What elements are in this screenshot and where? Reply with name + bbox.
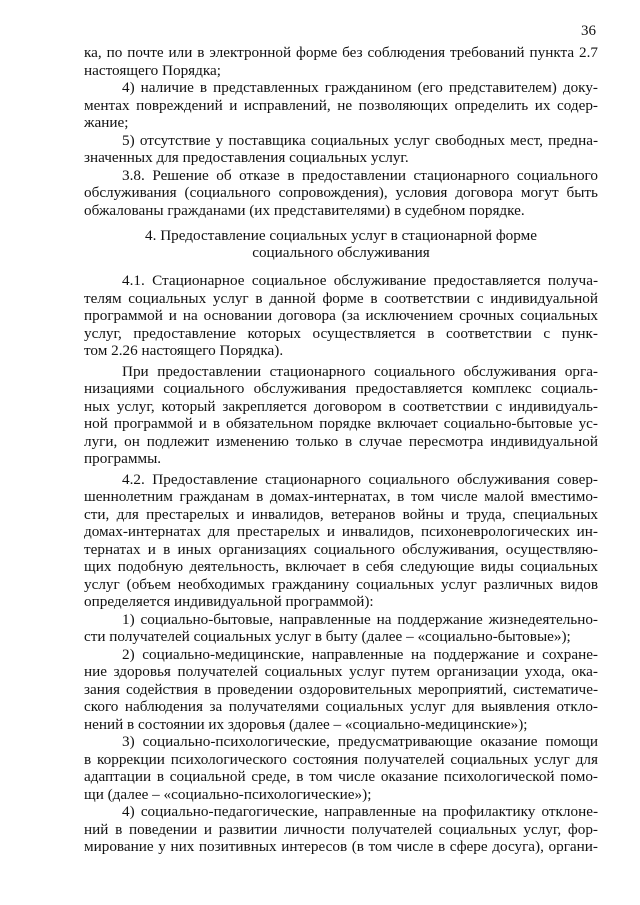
text-line: ка, по почте или в электронной форме без соблюдения требований пункта 2.7	[84, 44, 598, 61]
text-line: низациями социального обслуживания предоставляется комплекс социаль-	[84, 380, 598, 397]
text-line: программой и на основании договора (за исключением срочных социальных	[84, 307, 598, 324]
text-line: луги, он подлежит изменению только в случае пересмотра индивидуальной	[84, 432, 598, 450]
text-line: 5) отсутствие у поставщика социальных услуг свободных мест, предна-	[122, 131, 598, 149]
text-line: услуг, предоставление которых осуществляется в соответствии с пунк-	[84, 324, 598, 342]
text-line: ского наблюдения за получателями социальных услуг для выявления откло-	[84, 698, 598, 715]
text-line: сти, для престарелых и инвалидов, ветеранов войны и труда, специальных	[84, 505, 598, 523]
text-line: зания содействия в проведении оздоровительных мероприятий, систематиче-	[84, 680, 598, 698]
text-line: услуг (объем необходимых гражданину социальных услуг различных видов	[84, 575, 598, 593]
text-line: домах-интернатах для престарелых и инвалидов, психоневрологических ин-	[84, 523, 598, 540]
text-line: 4.1. Стационарное социальное обслуживание предоставляется получа-	[122, 272, 598, 289]
text-line: мирование у них позитивных интересов (в том числе в сфере досуга), органи-	[84, 838, 598, 855]
text-line: 3.8. Решение об отказе в предоставлении стационарного социального	[122, 166, 598, 184]
text-line: При предоставлении стационарного социального обслуживания орга-	[122, 362, 598, 380]
text-line: настоящего Порядка;	[84, 61, 221, 79]
text-line: ние здоровья получателей социальных услуг путем организации ухода, ока-	[84, 663, 598, 680]
text-line: 2) социально-медицинские, направленные на поддержание и сохране-	[122, 645, 598, 663]
text-line: щи (далее – «социально-психологические»);	[84, 785, 372, 803]
text-line: ний в поведении и развитии личности получателей социальных услуг, фор-	[84, 820, 598, 838]
text-line: адаптации в социальной среде, в том числе оказание психологической помо-	[84, 768, 598, 785]
text-line: ных услуг, который закрепляется договором в соответствии с индивидуаль-	[84, 397, 598, 415]
text-line: программы.	[84, 450, 162, 467]
text-line: 1) социально-бытовые, направленные на поддержание жизнедеятельно-	[122, 610, 598, 628]
text-line: телям социальных услуг в данной форме в соответствии с индивидуальной	[84, 289, 598, 307]
text-line: шеннолетним гражданам в домах-интернатах, в том числе малой вместимо-	[84, 488, 598, 505]
text-line: определяется индивидуальной программой):	[84, 593, 374, 610]
text-line: 4) наличие в представленных гражданином (его представителем) доку-	[122, 79, 598, 96]
document-body	[84, 44, 598, 856]
section-heading-line: 4. Предоставление социальных услуг в стационарной форме	[145, 227, 537, 244]
text-line: сти получателей социальных услуг в быту (далее – «социально-бытовые»);	[84, 628, 571, 645]
page-number: 36	[581, 23, 596, 39]
text-line: значенных для предоставления социальных услуг.	[84, 149, 409, 166]
text-line: том 2.26 настоящего Порядка).	[84, 342, 284, 359]
text-line: щих подобную деятельность, включает в себя следующие виды социальных	[84, 558, 598, 575]
text-line: 4) социально-педагогические, направленные на профилактику отклоне-	[122, 803, 598, 820]
text-line: тернатах и в иных организациях социального обслуживания, осуществляю-	[84, 540, 598, 558]
text-line: жание;	[84, 114, 129, 131]
text-line: 3) социально-психологические, предусматривающие оказание помощи	[122, 733, 598, 750]
text-line: в коррекции психологического состояния получателей социальных услуг для	[84, 750, 598, 768]
section-heading-line: социального обслуживания	[252, 243, 430, 261]
text-line: 4.2. Предоставление стационарного социального обслуживания совер-	[122, 470, 598, 488]
text-line: обслуживания (социального сопровождения), условия договора могут быть	[84, 184, 598, 201]
text-line: ментах повреждений и исправлений, не позволяющих определить их содер-	[84, 96, 598, 114]
text-line: нений в состоянии их здоровья (далее – «социально-медицинские»);	[84, 715, 528, 733]
section-heading	[84, 228, 598, 261]
text-line: ной программой и в обязательном порядке включает социально-бытовые ус-	[84, 415, 598, 432]
text-line: обжалованы гражданами (их представителями) в судебном порядке.	[84, 201, 525, 219]
